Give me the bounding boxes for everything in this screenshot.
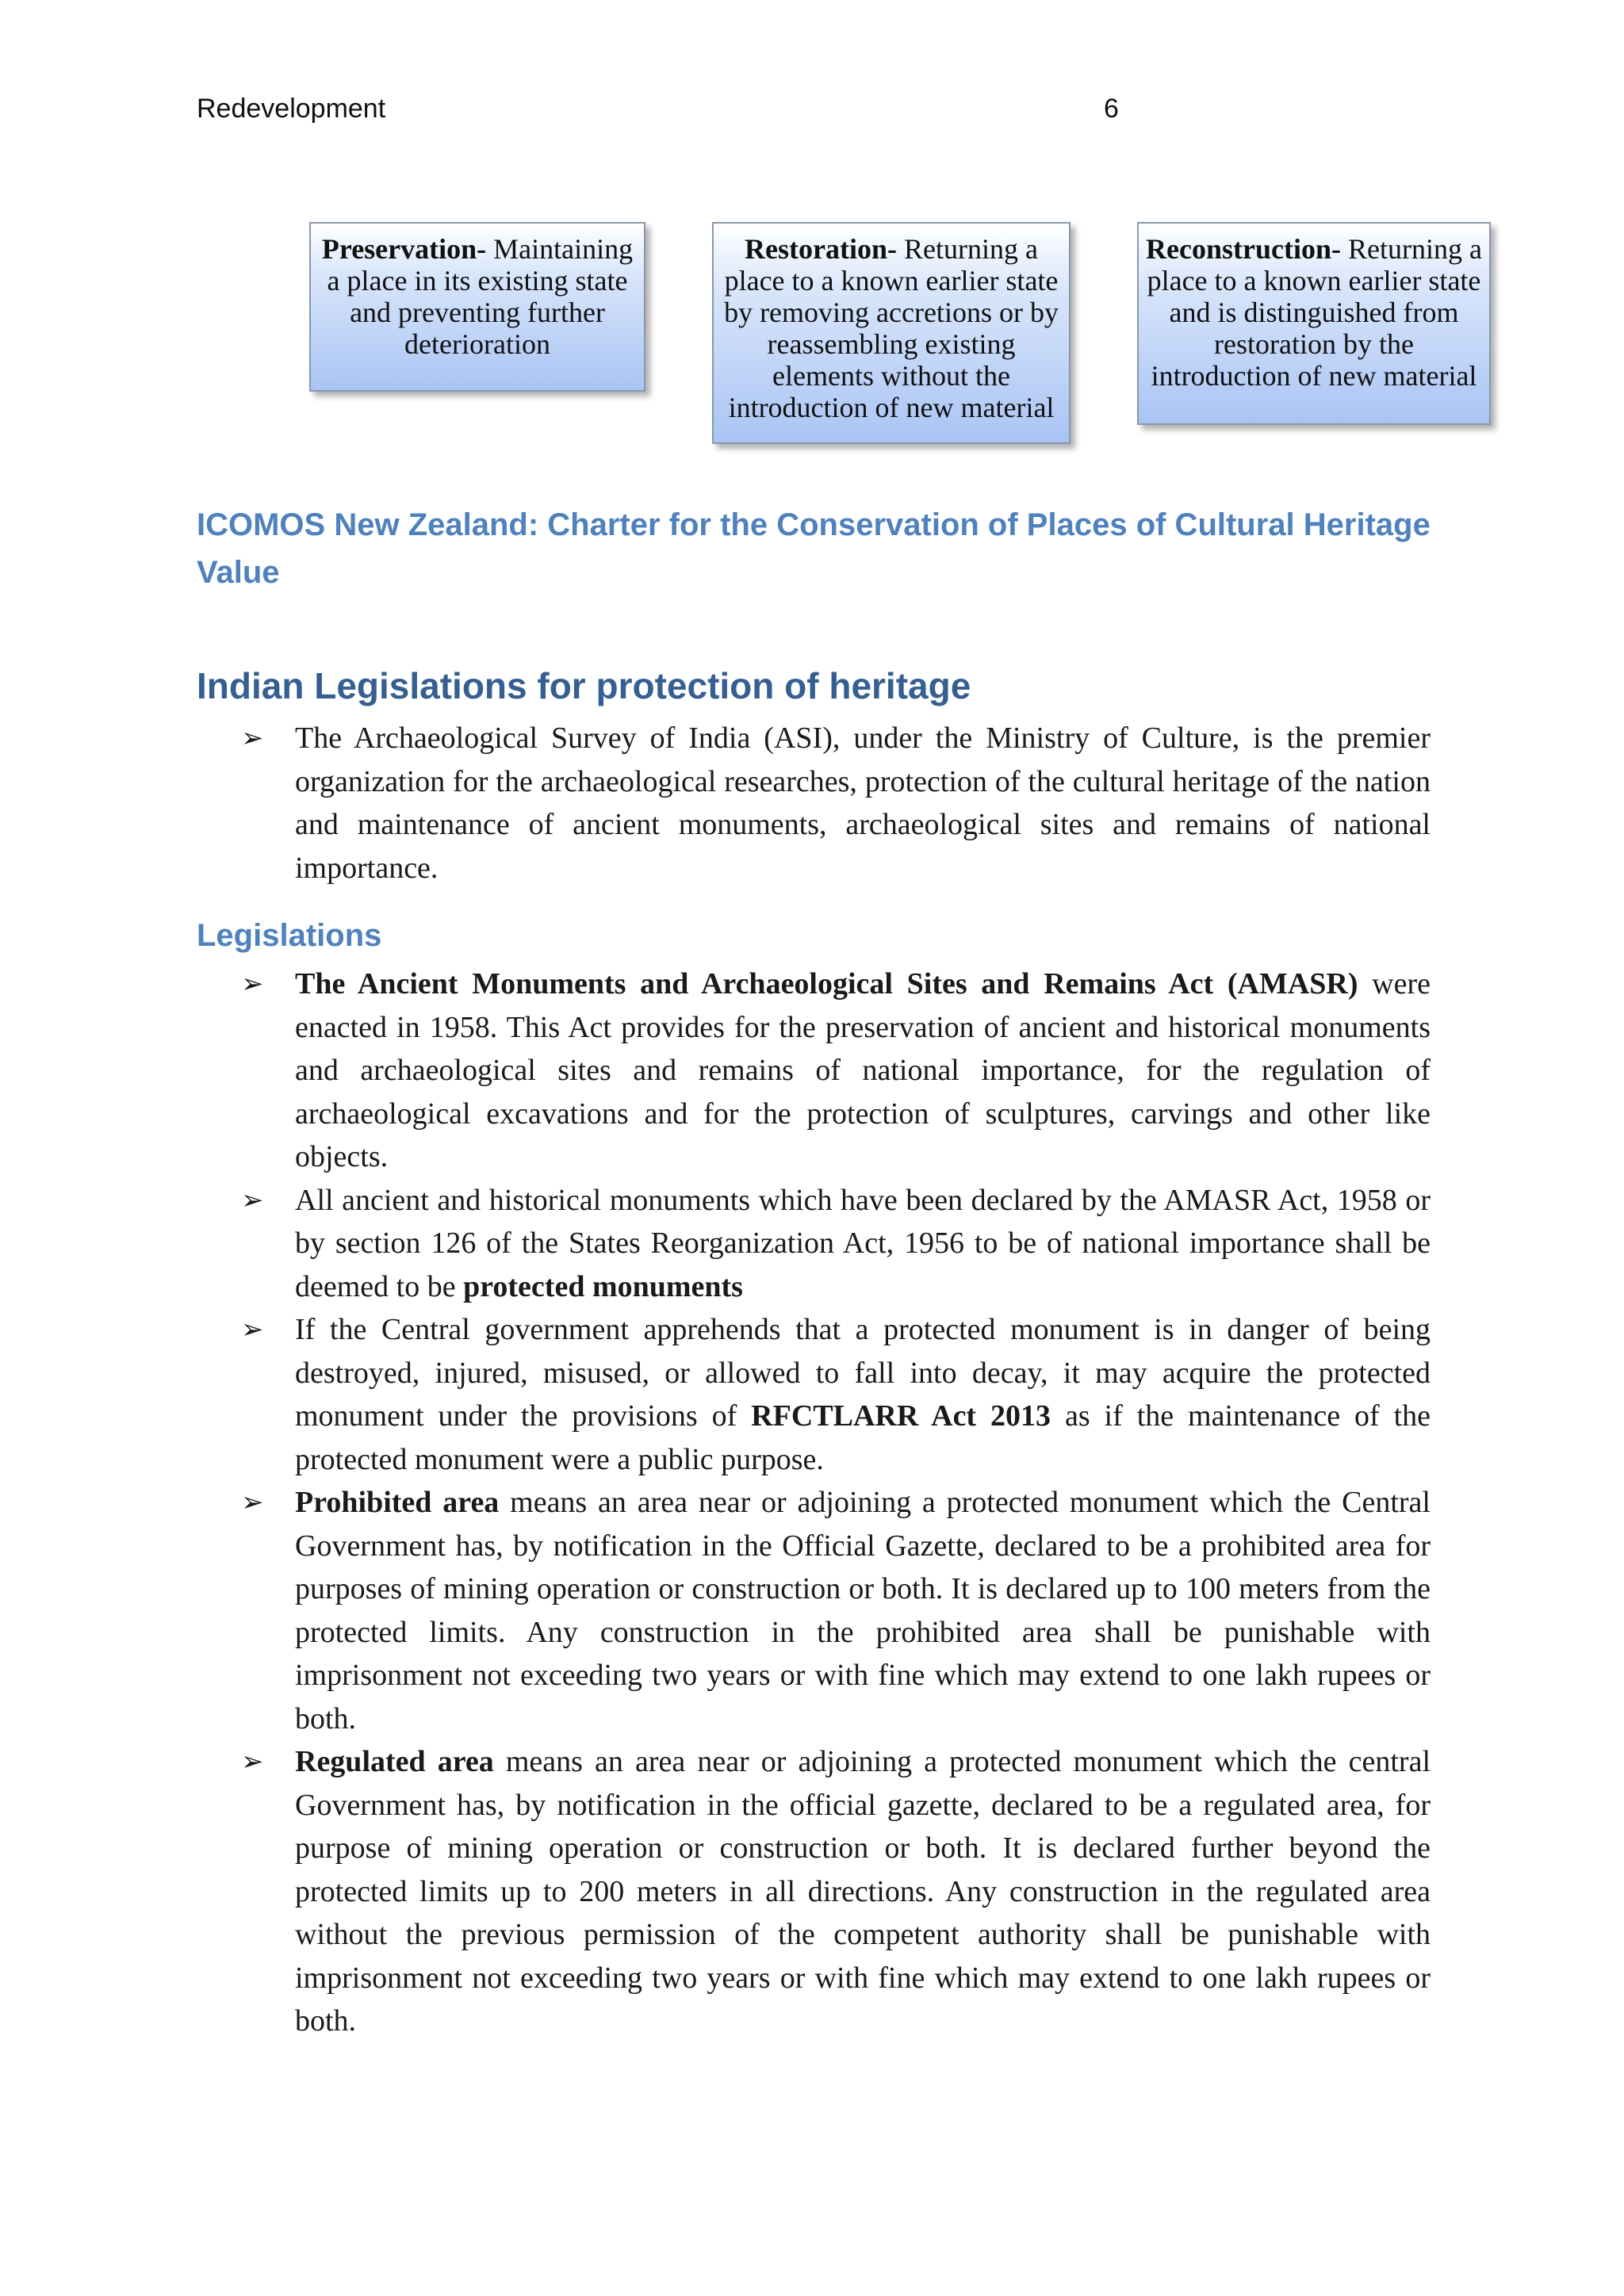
restoration-definition: Returning a place to a known earlier state by removing accretions or by reassembling existing elements without the introduction of new material — [724, 233, 1059, 423]
preservation-box — [309, 222, 645, 392]
list-item — [241, 1308, 1431, 1481]
list-item — [241, 1179, 1431, 1309]
amasr-text: were enacted in 1958. This Act provides for the preservation of ancient and historical monuments and archaeological sites and remains of national importance, for the regulation of archaeological excavations and for the protection of sculptures, carvings and other like objects. — [295, 967, 1431, 1173]
bullet-arrow-icon: ➢ — [241, 968, 264, 1000]
running-header-title: Redevelopment — [197, 94, 386, 124]
list-item — [241, 962, 1431, 1179]
legislations-list — [241, 962, 1431, 2043]
acquisition-text-end: as if the maintenance of the protected monument were a public purpose. — [295, 1399, 1431, 1476]
bullet-arrow-icon: ➢ — [241, 1184, 264, 1216]
list-item — [241, 1740, 1431, 2043]
restoration-term: Restoration- — [745, 233, 897, 265]
asi-text: The Archaeological Survey of India (ASI), under the Ministry of Culture, is the premier organization for the archaeological researches, protection of the cultural heritage of the nation and maintenance of ancient monuments, archaeological sites and remains of national importance. — [295, 721, 1431, 885]
indian-legislations-heading: Indian Legislations for protection of heritage — [197, 665, 971, 706]
reconstruction-definition: Returning a place to a known earlier state and is distinguished from restoration by the introduction of new material — [1147, 233, 1482, 392]
page-number: 6 — [1104, 94, 1119, 124]
asi-list — [241, 717, 1431, 890]
amasr-act-name: The Ancient Monuments and Archaeological Sites and Remains Act (AMASR) — [295, 967, 1358, 1001]
regulated-area-text: means an area near or adjoining a protected monument which the central Government has, by notification in the official gazette, declared to be a regulated area, for purpose of mining operation or construction or both. It is declared further beyond the protected limits up to 200 meters in all directions. Any construction in the regulated area without the previous permission of the competent authority shall be punishable with imprisonment not exceeding two years or with fine which may extend to one lakh rupees or both. — [295, 1745, 1431, 2038]
bullet-arrow-icon: ➢ — [241, 1746, 264, 1777]
rfctlarr-act-name: RFCTLARR Act 2013 — [751, 1399, 1051, 1433]
legislations-heading: Legislations — [197, 918, 382, 953]
icomos-heading: ICOMOS New Zealand: Charter for the Conservation of Places of Cultural Heritage Value — [197, 507, 1431, 590]
reconstruction-box — [1137, 222, 1491, 425]
list-item — [241, 1481, 1431, 1740]
bullet-arrow-icon: ➢ — [241, 1487, 264, 1518]
list-item — [241, 717, 1431, 890]
reconstruction-term: Reconstruction- — [1146, 233, 1341, 265]
protected-monuments-text: All ancient and historical monuments which have been declared by the AMASR Act, 1958 or by section 126 of the States Reorganization Act, 1956 to be of national importance shall be deemed to be — [295, 1183, 1431, 1303]
bullet-arrow-icon: ➢ — [241, 1314, 264, 1345]
preservation-term: Preservation- — [321, 233, 487, 265]
bullet-arrow-icon: ➢ — [241, 722, 264, 754]
prohibited-area-text: means an area near or adjoining a protected monument which the Central Government has, by notification in the Official Gazette, declared to be a prohibited area for purposes of mining operation or construction or both. It is declared up to 100 meters from the protected limits. Any construction in the prohibited area shall be punishable with imprisonment not exceeding two years or with fine which may extend to one lakh rupees or both. — [295, 1486, 1431, 1735]
protected-monuments-term: protected monuments — [463, 1269, 743, 1303]
restoration-box — [712, 222, 1071, 444]
acquisition-text: If the Central government apprehends that a protected monument is in danger of being destroyed, injured, misused, or allowed to fall into decay, it may acquire the protected monument under the provisions of — [295, 1313, 1431, 1433]
regulated-area-term: Regulated area — [295, 1745, 494, 1778]
prohibited-area-term: Prohibited area — [295, 1486, 500, 1519]
preservation-definition: Maintaining a place in its existing state and preventing further deterioration — [327, 233, 634, 360]
